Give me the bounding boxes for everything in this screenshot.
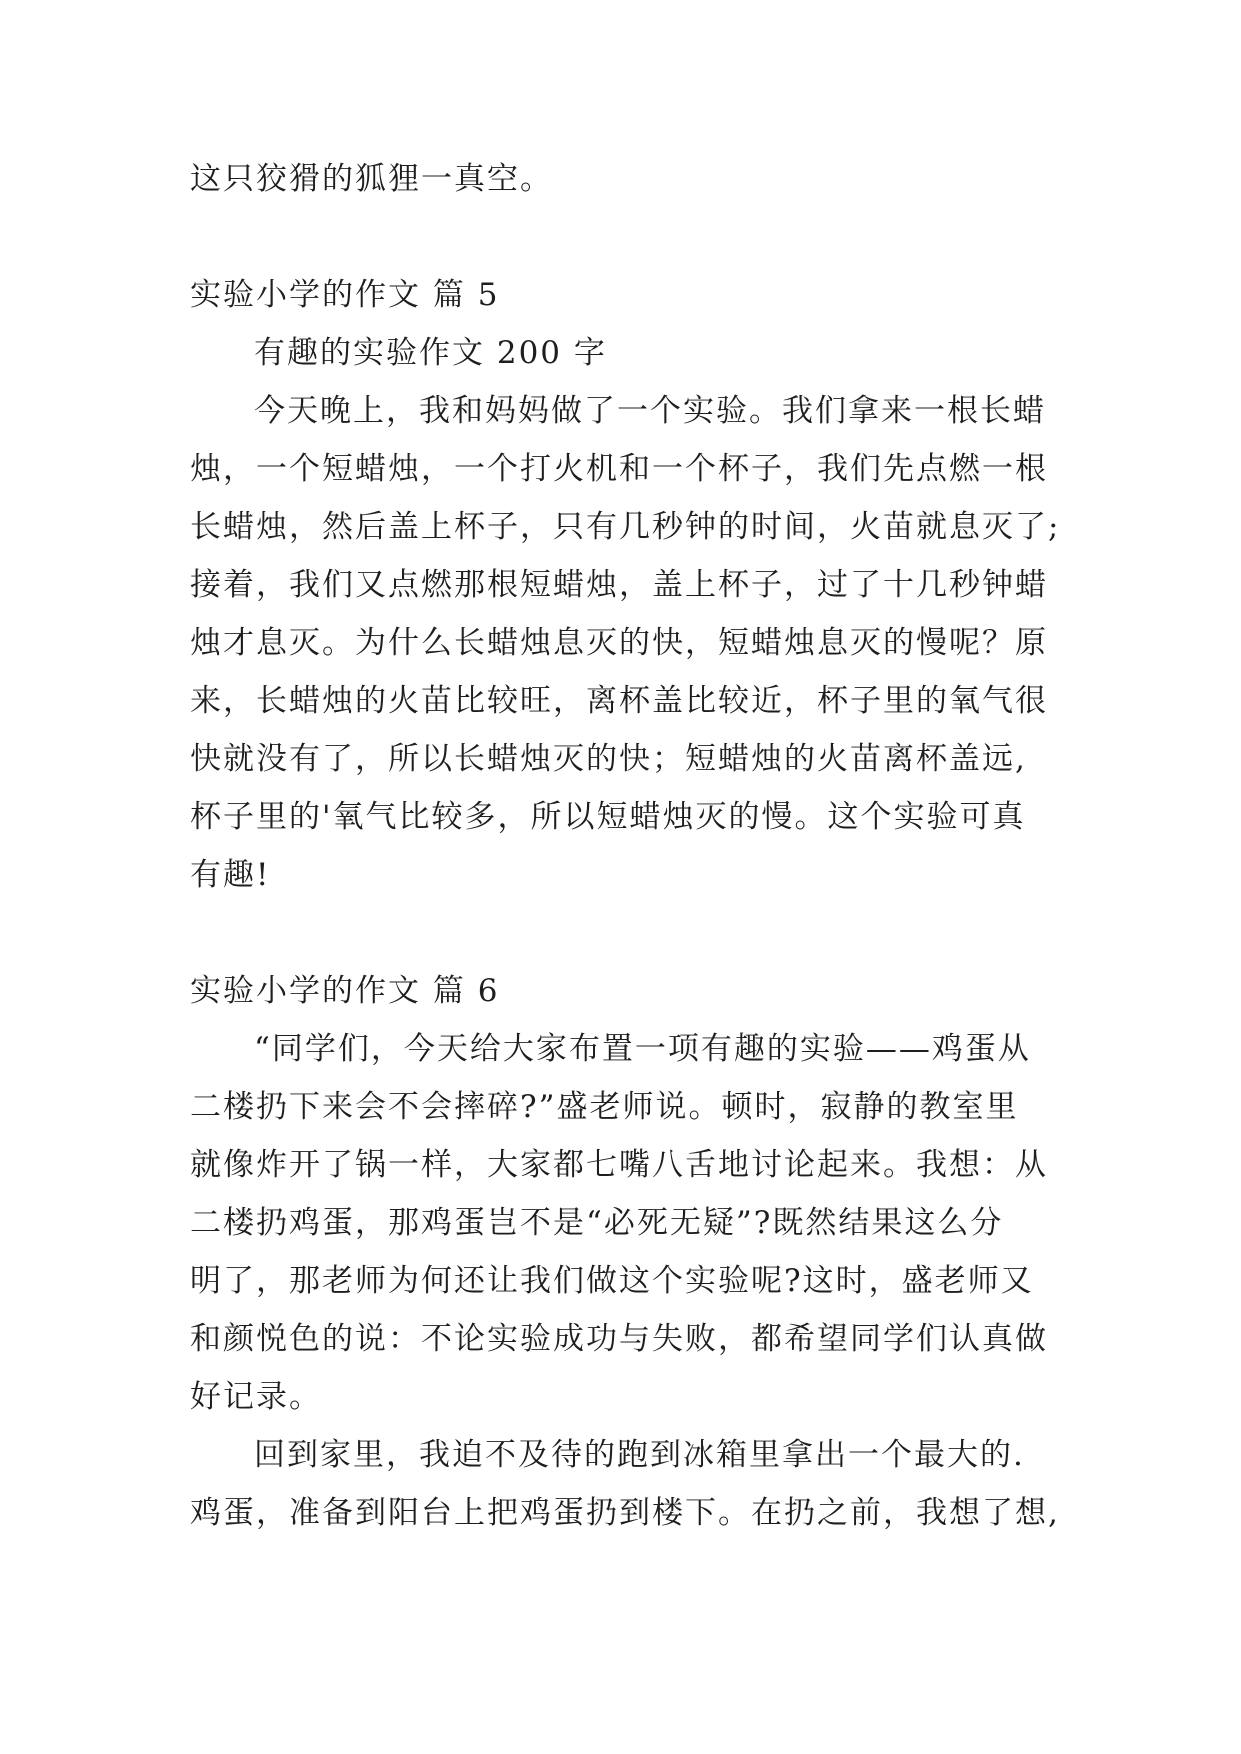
section-heading: 实验小学的作文 篇 6	[190, 973, 500, 1009]
paragraph-line: 杯子里的'氧气比较多，所以短蜡烛灭的慢。这个实验可真	[190, 799, 1026, 835]
section-6	[190, 962, 1060, 1542]
paragraph-line: 接着，我们又点燃那根短蜡烛，盖上杯子，过了十几秒钟蜡	[190, 567, 1048, 603]
paragraph-line: 二楼扔鸡蛋，那鸡蛋岂不是“必死无疑”?既然结果这么分	[190, 1205, 1004, 1241]
paragraph-line: 二楼扔下来会不会摔碎?”盛老师说。顿时，寂静的教室里	[190, 1089, 1019, 1125]
opening-paragraph	[190, 150, 1056, 208]
document-page	[190, 150, 1061, 1542]
section-5	[190, 266, 1061, 904]
paragraph-line: 烛，一个短蜡烛，一个打火机和一个杯子，我们先点燃一根	[190, 451, 1048, 487]
paragraph-line: 快就没有了，所以长蜡烛灭的快；短蜡烛的火苗离杯盖远,	[190, 741, 1027, 777]
body-paragraph	[190, 382, 1061, 904]
paragraph-line: 和颜悦色的说：不论实验成功与失败，都希望同学们认真做	[190, 1321, 1048, 1357]
paragraph-line: 鸡蛋，准备到阳台上把鸡蛋扔到楼下。在扔之前，我想了想,	[190, 1495, 1060, 1531]
paragraph-line: 今天晚上，我和妈妈做了一个实验。我们拿来一根长蜡	[254, 393, 1046, 429]
essay-title: 有趣的实验作文 200 字	[254, 335, 607, 371]
paragraph-line: 来，长蜡烛的火苗比较旺，离杯盖比较近，杯子里的氧气很	[190, 683, 1048, 719]
paragraph-line: 长蜡烛，然后盖上杯子，只有几秒钟的时间，火苗就息灭了;	[190, 509, 1061, 545]
body-paragraph	[190, 1020, 1056, 1426]
paragraph-line: 明了，那老师为何还让我们做这个实验呢?这时，盛老师又	[190, 1263, 1034, 1299]
paragraph-line: 这只狡猾的狐狸一真空。	[190, 161, 553, 197]
paragraph-line: “同学们，今天给大家布置一项有趣的实验——鸡蛋从	[254, 1031, 1031, 1067]
paragraph-line: 烛才息灭。为什么长蜡烛息灭的快，短蜡烛息灭的慢呢？原	[190, 625, 1048, 661]
paragraph-line: 有趣!	[190, 857, 271, 893]
section-spacer	[190, 208, 1056, 266]
body-paragraph	[190, 1426, 1060, 1542]
paragraph-line: 回到家里，我迫不及待的跑到冰箱里拿出一个最大的.	[254, 1437, 1025, 1473]
paragraph-line: 好记录。	[190, 1379, 322, 1415]
section-spacer	[190, 904, 1056, 962]
section-heading: 实验小学的作文 篇 5	[190, 277, 500, 313]
paragraph-line: 就像炸开了锅一样，大家都七嘴八舌地讨论起来。我想：从	[190, 1147, 1048, 1183]
